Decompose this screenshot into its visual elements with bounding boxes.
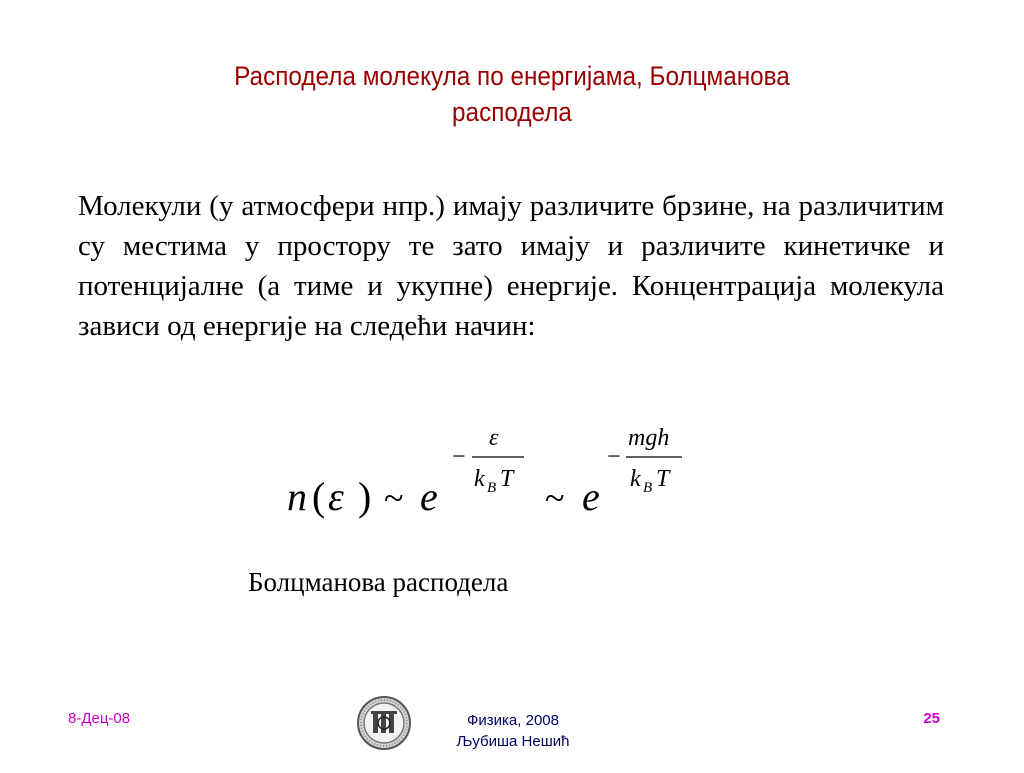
footer-author: Љубиша Нешић	[456, 733, 570, 750]
formula-epsilon: ε	[328, 474, 344, 519]
slide-title-line-2: расподела	[452, 97, 572, 127]
formula-open-paren: (	[312, 474, 326, 519]
page-number: 25	[923, 710, 940, 727]
formula-exp1-numerator: ε	[489, 425, 499, 451]
footer-course: Физика, 2008	[467, 712, 559, 729]
slide-title	[141, 58, 883, 130]
formula-exp1-den-sub: B	[487, 480, 497, 496]
formula-minus-1: −	[452, 444, 466, 470]
formula-close-paren: )	[358, 474, 372, 519]
formula-n: n	[287, 474, 307, 519]
formula-exp1-den-T: T	[500, 466, 514, 492]
university-seal-icon	[356, 695, 412, 751]
body-paragraph: Молекули (у атмосфери нпр.) имају различите брзине, на различитим су местима у простору те зато имају и различите кинетичке и потенцијалне (а тиме и укупне) енергије. Концентрација молекула зависи од енергије на следећи начин:	[78, 190, 944, 342]
formula-exp2-den-T: T	[656, 466, 670, 492]
slide-title-line-1: Расподела молекула по енергијама, Болцманова	[234, 61, 790, 91]
formula-e-2: e	[582, 474, 600, 519]
formula-minus-2: −	[607, 444, 621, 470]
formula-caption: Болцманова расподела	[248, 567, 509, 597]
formula-exp2-den-k: k	[630, 466, 641, 492]
formula-tilde-1: ~	[384, 478, 404, 518]
footer-center	[420, 710, 606, 752]
formula-exp1-den-k: k	[474, 466, 485, 492]
formula-tilde-2: ~	[545, 478, 565, 518]
footer-date: 8-Дец-08	[68, 710, 131, 727]
formula-e-1: e	[420, 474, 438, 519]
formula-exp2-numerator: mgh	[628, 425, 670, 451]
formula-exp2-den-sub: B	[643, 480, 653, 496]
